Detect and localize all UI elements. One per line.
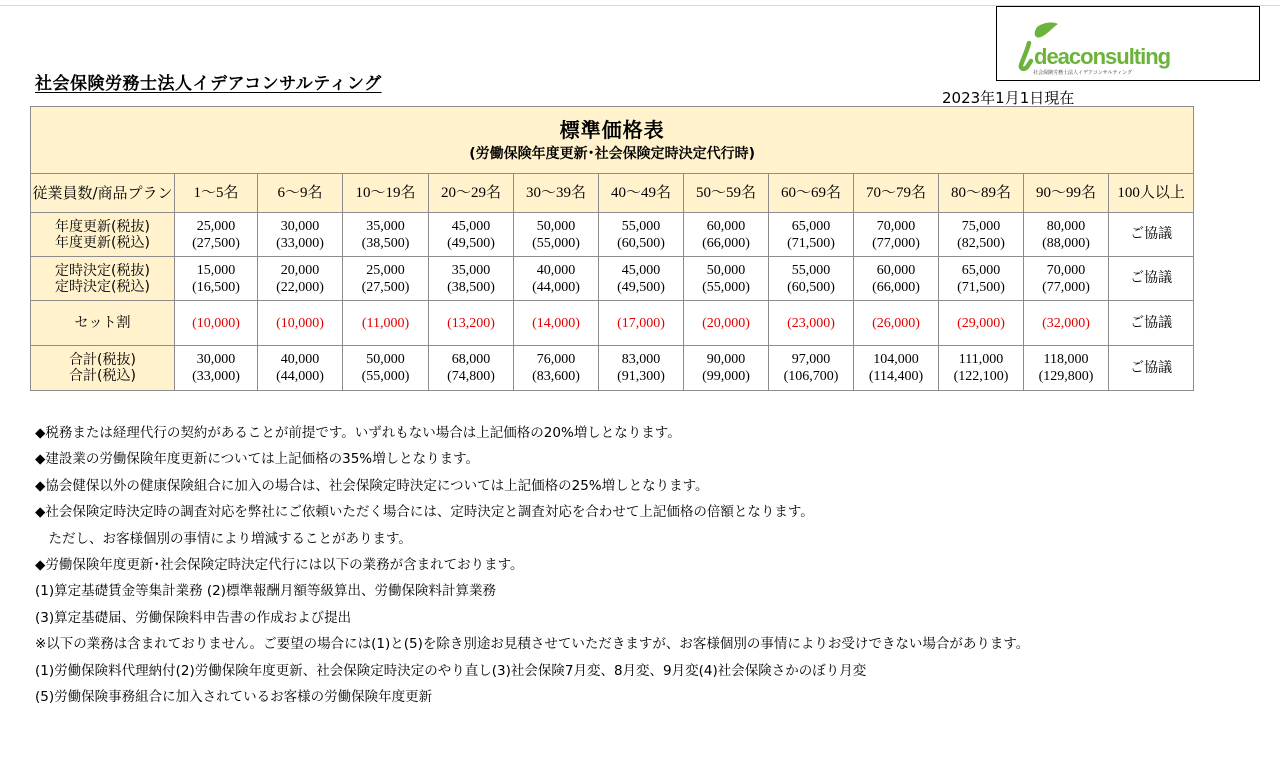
price-cell (939, 301, 1024, 346)
price-value: 35,000 (451, 262, 491, 278)
column-header: 20～29名 (429, 174, 514, 213)
price-value-tax: (38,500) (447, 279, 495, 295)
note-line: (3)算定基礎届、労働保険料申告書の作成および提出 (35, 609, 352, 626)
price-value-tax: (27,500) (361, 279, 410, 295)
column-header: 50～59名 (684, 174, 769, 213)
price-value: 60,000 (706, 218, 746, 234)
price-value: 76,000 (536, 352, 576, 367)
column-header: 70～79名 (854, 174, 939, 213)
price-value: 30,000 (280, 218, 320, 234)
price-value: 50,000 (366, 352, 405, 367)
price-cell (258, 213, 343, 257)
row-label-line: セット割 (74, 315, 131, 331)
column-header: 80～89名 (939, 174, 1024, 213)
price-cell (599, 213, 684, 257)
price-cell (769, 346, 854, 391)
price-cell (258, 301, 343, 346)
price-value: 25,000 (196, 218, 236, 234)
price-cell (684, 213, 769, 257)
table-row (31, 301, 1194, 346)
price-value-tax: (33,000) (276, 235, 324, 251)
price-table (30, 106, 1194, 391)
price-value-tax: (60,500) (617, 235, 665, 251)
price-value: 45,000 (621, 262, 661, 278)
price-cell (429, 301, 514, 346)
column-header: 10～19名 (343, 174, 429, 213)
price-value-tax: (38,500) (361, 235, 410, 251)
price-value-tax: (122,100) (953, 369, 1009, 384)
price-value: 55,000 (791, 262, 831, 278)
price-value: 45,000 (451, 218, 491, 234)
price-cell (343, 257, 429, 301)
price-value-tax: (66,000) (702, 235, 750, 251)
price-cell (939, 213, 1024, 257)
price-cell (258, 346, 343, 391)
price-value: (23,000) (787, 315, 835, 331)
price-value-tax: (82,500) (957, 235, 1005, 251)
price-value: 65,000 (791, 218, 831, 234)
price-value: 55,000 (621, 218, 661, 234)
row-label (31, 257, 175, 301)
price-cell (1024, 257, 1109, 301)
consult-cell: ご協議 (1109, 346, 1194, 391)
logo (996, 6, 1260, 81)
price-cell (599, 301, 684, 346)
price-value: 50,000 (536, 218, 576, 234)
company-name: 社会保険労務士法人イデアコンサルティング (35, 74, 382, 94)
column-header: 30～39名 (514, 174, 599, 213)
price-value: 104,000 (873, 352, 919, 367)
price-value: 30,000 (196, 352, 236, 367)
price-value-tax: (106,700) (783, 369, 839, 384)
notes-section (35, 420, 1029, 710)
price-value-tax: (55,000) (532, 235, 580, 251)
row-label (31, 213, 175, 257)
price-value-tax: (66,000) (872, 279, 920, 295)
price-value: 15,000 (196, 262, 236, 278)
price-cell (175, 346, 258, 391)
note-line: ※以下の業務は含まれておりません。ご要望の場合には(1)と(5)を除き別途お見積させていただきますが、お客様個別の事情によりお受けできない場合があります。 (35, 636, 1030, 653)
price-cell (343, 213, 429, 257)
price-value: 50,000 (706, 262, 746, 278)
price-value-tax: (49,500) (447, 235, 495, 251)
price-value-tax: (16,500) (192, 279, 240, 295)
price-cell (514, 213, 599, 257)
price-value: 25,000 (366, 262, 405, 278)
price-value-tax: (77,000) (872, 235, 920, 251)
price-value: 97,000 (791, 352, 831, 367)
price-cell (1024, 213, 1109, 257)
price-value-tax: (99,000) (702, 369, 750, 384)
price-cell (343, 301, 429, 346)
price-cell (684, 301, 769, 346)
price-value: (29,000) (957, 315, 1005, 331)
price-cell (769, 213, 854, 257)
price-value: 20,000 (280, 262, 320, 278)
price-value: (17,000) (617, 315, 665, 331)
price-value-tax: (22,000) (276, 279, 324, 295)
price-value: (32,000) (1042, 315, 1090, 331)
price-cell (175, 257, 258, 301)
price-value: (14,000) (532, 315, 580, 331)
column-header: 40～49名 (599, 174, 684, 213)
price-value-tax: (60,500) (787, 279, 835, 295)
price-cell (1024, 346, 1109, 391)
price-cell (514, 346, 599, 391)
row-label-line: 定時決定(税込) (55, 278, 150, 295)
note-line: ◆建設業の労働保険年度更新については上記価格の35%増しとなります。 (35, 451, 480, 468)
column-header: 1～5名 (175, 174, 258, 213)
note-line: ◆協会健保以外の健康保険組合に加入の場合は、社会保険定時決定については上記価格の25%増しとなります。 (35, 477, 709, 494)
column-header: 従業員数/商品プラン (31, 174, 175, 213)
price-cell (429, 213, 514, 257)
consult-cell: ご協議 (1109, 257, 1194, 301)
price-value-tax: (71,500) (957, 279, 1005, 295)
table-body (31, 213, 1194, 391)
price-value-tax: (44,000) (276, 369, 324, 384)
table-title-cell (31, 107, 1194, 174)
row-label (31, 301, 175, 346)
price-value: 40,000 (536, 262, 576, 278)
table-subtitle: (労働保険年度更新･社会保険定時決定代行時) (469, 146, 755, 162)
price-cell (854, 301, 939, 346)
price-cell (175, 213, 258, 257)
row-label-line: 合計(税抜) (69, 352, 136, 368)
price-value: (26,000) (872, 315, 920, 331)
price-value-tax: (88,000) (1042, 235, 1090, 251)
price-value: 111,000 (958, 352, 1004, 367)
price-value: (20,000) (702, 315, 750, 331)
price-value: 68,000 (451, 352, 491, 367)
note-line: (5)労働保険事務組合に加入されているお客様の労働保険年度更新 (35, 688, 433, 705)
price-cell (514, 301, 599, 346)
column-header: 60～69名 (769, 174, 854, 213)
price-value: 65,000 (961, 262, 1001, 278)
price-value-tax: (77,000) (1042, 279, 1090, 295)
price-cell (684, 257, 769, 301)
logo-tagline: 社会保険労務士法人イデアコンサルティング (1033, 70, 1133, 76)
price-value-tax: (114,400) (868, 369, 924, 384)
row-label-line: 合計(税込) (69, 368, 136, 384)
as-of-date: 2023年1月1日現在 (942, 89, 1075, 107)
row-label-line: 年度更新(税抜) (55, 218, 150, 235)
price-cell (1024, 301, 1109, 346)
note-line: ◆労働保険年度更新･社会保険定時決定代行には以下の業務が含まれております。 (35, 556, 524, 573)
price-value: 35,000 (366, 218, 405, 234)
price-cell (429, 257, 514, 301)
logo-wordmark: deaconsulting (1034, 44, 1171, 69)
price-value-tax: (55,000) (361, 369, 410, 384)
price-value: (13,200) (447, 315, 495, 331)
price-value-tax: (129,800) (1038, 369, 1094, 384)
price-cell (769, 257, 854, 301)
column-header: 90～99名 (1024, 174, 1109, 213)
price-value-tax: (49,500) (617, 279, 665, 295)
price-cell (175, 301, 258, 346)
table-title: 標準価格表 (559, 118, 665, 142)
price-value: (10,000) (192, 315, 240, 331)
note-line: ただし、お客様個別の事情により増減することがあります。 (35, 530, 412, 547)
price-value: 80,000 (1046, 218, 1086, 234)
note-line: ◆税務または経理代行の契約があることが前提です。いずれもない場合は上記価格の20%増しとなります。 (35, 425, 681, 441)
price-value: 90,000 (706, 352, 746, 367)
row-label-line: 年度更新(税込) (55, 234, 150, 251)
price-value: (11,000) (361, 315, 410, 331)
price-cell (684, 346, 769, 391)
price-value-tax: (83,600) (532, 369, 580, 384)
note-line: (1)労働保険料代理納付(2)労働保険年度更新、社会保険定時決定のやり直し(3)社会保険7月変、8月変、9月変(4)社会保険さかのぼり月変 (35, 662, 867, 679)
price-value-tax: (44,000) (532, 279, 580, 295)
price-value: 60,000 (876, 262, 916, 278)
note-line: ◆社会保険定時決定時の調査対応を弊社にご依頼いただく場合には、定時決定と調査対応を合わせて上記価格の倍額となります。 (35, 504, 814, 521)
price-cell (514, 257, 599, 301)
price-value-tax: (55,000) (702, 279, 750, 295)
price-value-tax: (27,500) (192, 235, 240, 251)
price-value: 70,000 (1046, 262, 1086, 278)
price-value: 75,000 (961, 218, 1001, 234)
price-value-tax: (71,500) (787, 235, 835, 251)
consult-cell: ご協議 (1109, 301, 1194, 346)
price-value: 83,000 (621, 352, 661, 367)
price-cell (343, 346, 429, 391)
row-label (31, 346, 175, 391)
table-row (31, 346, 1194, 391)
price-value-tax: (91,300) (617, 369, 665, 384)
price-cell (854, 257, 939, 301)
row-label-line: 定時決定(税抜) (55, 262, 150, 279)
price-cell (599, 346, 684, 391)
price-value-tax: (74,800) (447, 369, 495, 384)
price-value: 40,000 (280, 352, 320, 367)
price-cell (429, 346, 514, 391)
price-cell (854, 346, 939, 391)
table-row (31, 213, 1194, 257)
consult-cell: ご協議 (1109, 213, 1194, 257)
price-cell (599, 257, 684, 301)
price-value: (10,000) (276, 315, 324, 331)
column-header: 100人以上 (1109, 174, 1194, 213)
price-value-tax: (33,000) (192, 369, 240, 384)
price-value: 118,000 (1043, 352, 1089, 367)
price-value: 70,000 (876, 218, 916, 234)
table-row (31, 257, 1194, 301)
price-cell (258, 257, 343, 301)
price-cell (939, 346, 1024, 391)
price-cell (769, 301, 854, 346)
price-cell (939, 257, 1024, 301)
price-cell (854, 213, 939, 257)
column-header: 6～9名 (258, 174, 343, 213)
note-line: (1)算定基礎賃金等集計業務 (2)標準報酬月額等級算出、労働保険料計算業務 (35, 583, 497, 600)
